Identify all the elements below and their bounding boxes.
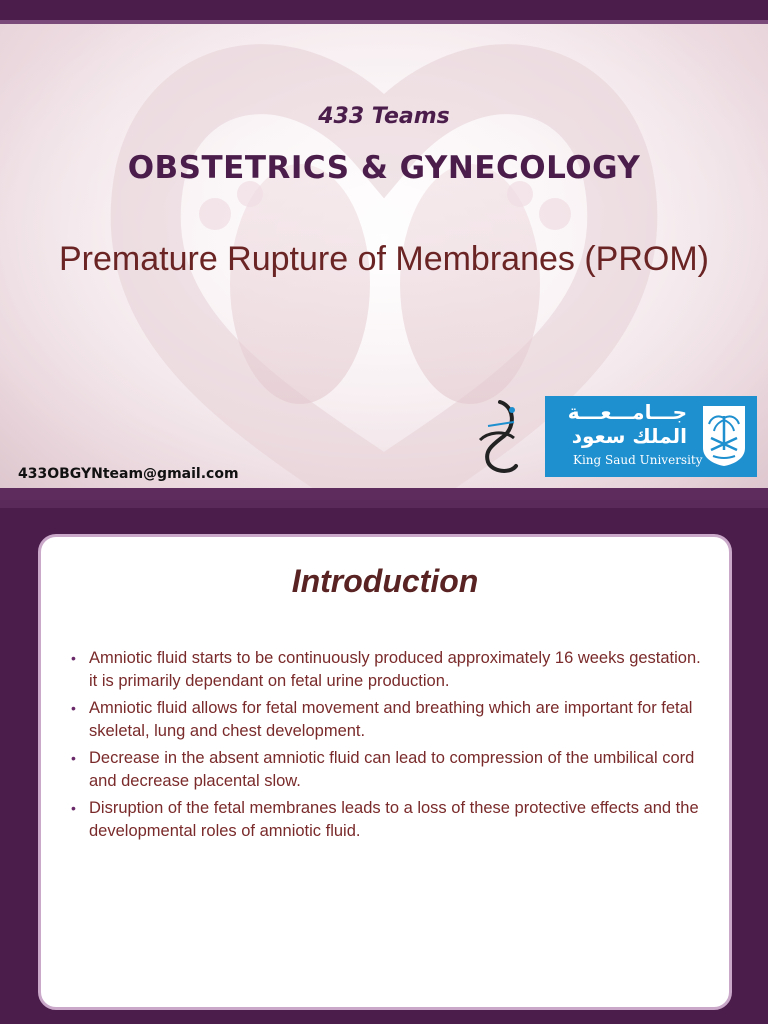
content-card	[38, 534, 732, 1010]
top-frame-bar	[0, 0, 768, 20]
bullet-item	[71, 647, 701, 693]
bullet-dot-icon: •	[71, 650, 76, 666]
bullet-dot-icon: •	[71, 700, 76, 716]
slide1-bottom-bar	[0, 488, 768, 500]
bullet-text: Amniotic fluid starts to be continuously produced approximately 16 weeks gestation. it is primarily dependant on fetal urine production.	[89, 649, 701, 690]
introduction-slide	[0, 500, 768, 1024]
ksu-palm-emblem-icon	[699, 404, 749, 468]
bullet-item	[71, 747, 701, 793]
team-433-calligraphy-logo	[470, 396, 530, 480]
introduction-heading: Introduction	[291, 563, 479, 599]
bullet-text: Disruption of the fetal membranes leads to a loss of these protective effects and the developmental roles of amniotic fluid.	[89, 799, 699, 840]
ksu-arabic-line2: الملك سعود	[571, 424, 687, 448]
introduction-bullet-list	[71, 647, 701, 847]
department-title: OBSTETRICS & GYNECOLOGY	[127, 150, 641, 186]
bullet-item	[71, 697, 701, 743]
team-title: 433 Teams	[318, 104, 450, 129]
title-slide	[0, 0, 768, 500]
bullet-text: Amniotic fluid allows for fetal movement and breathing which are important for fetal skeletal, lung and chest development.	[89, 699, 693, 740]
bullet-item	[71, 797, 701, 843]
ksu-english-name: King Saud University	[573, 453, 703, 467]
bullet-text: Decrease in the absent amniotic fluid can lead to compression of the umbilical cord and decrease placental slow.	[89, 749, 695, 790]
bullet-dot-icon: •	[71, 800, 76, 816]
lecture-topic-title: Premature Rupture of Membranes (PROM)	[59, 240, 709, 278]
king-saud-university-logo	[545, 396, 757, 477]
team-email: 433OBGYNteam@gmail.com	[18, 466, 239, 482]
bullet-dot-icon: •	[71, 750, 76, 766]
ksu-arabic-line1: جـــامـــعـــة	[567, 400, 687, 424]
